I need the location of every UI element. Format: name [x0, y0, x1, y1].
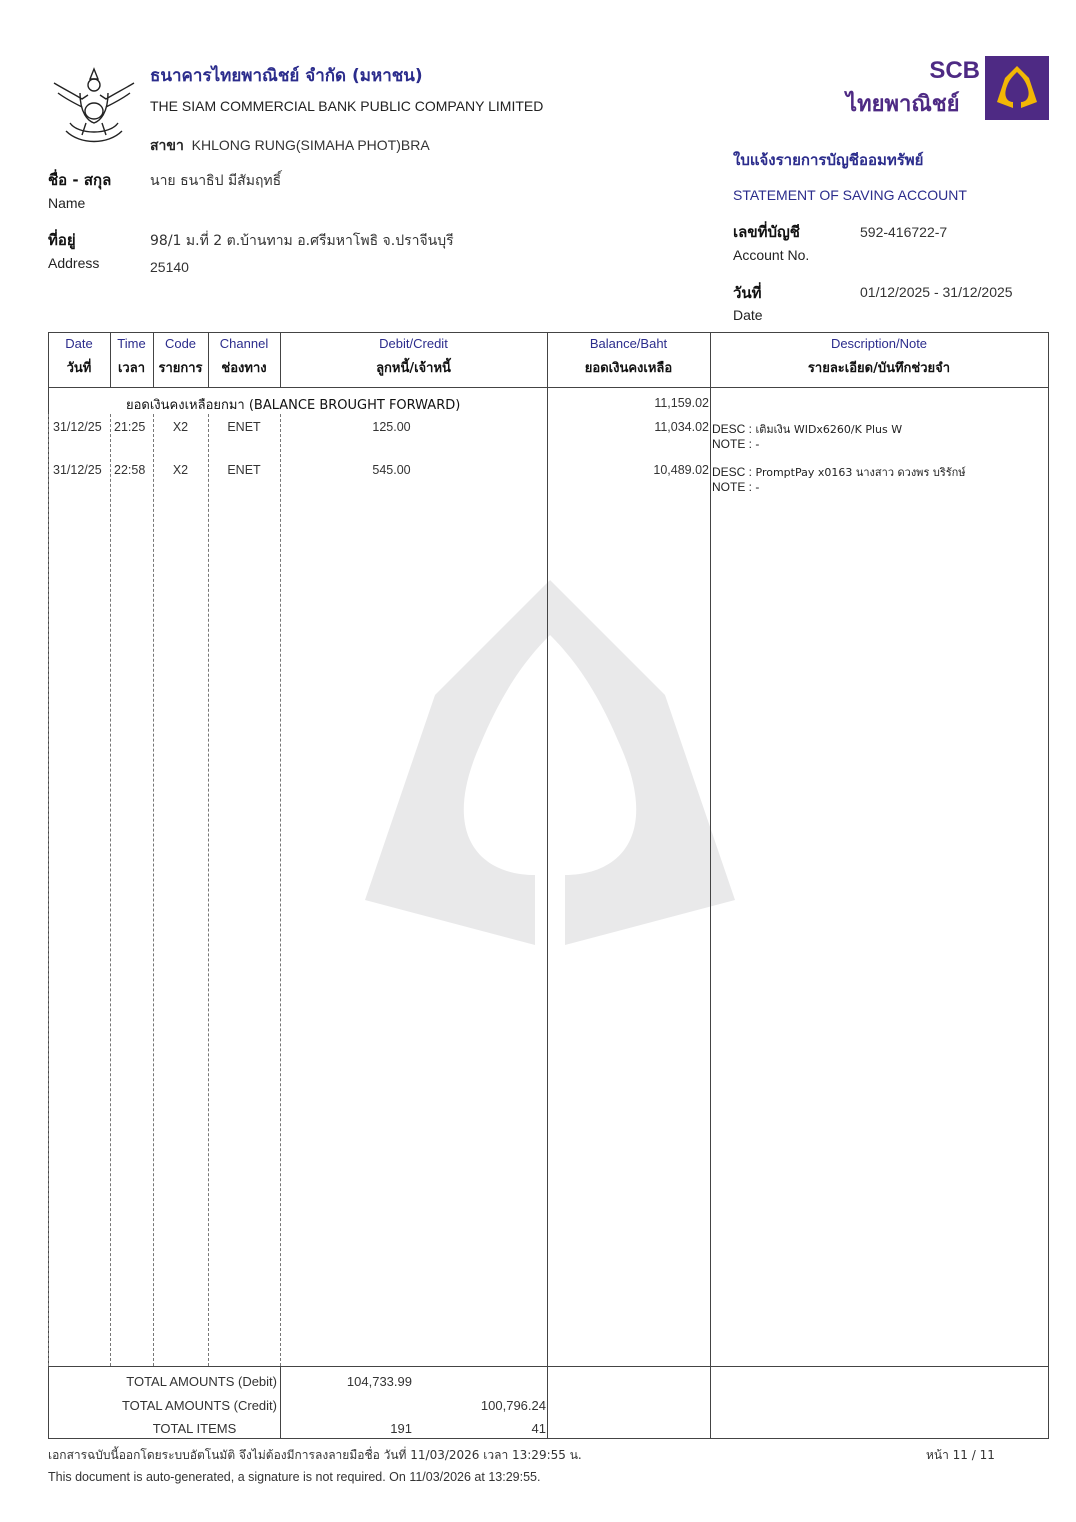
- scb-watermark: [360, 575, 740, 955]
- statement-title-english: STATEMENT OF SAVING ACCOUNT: [733, 187, 967, 203]
- header-balance: [547, 336, 710, 378]
- col-sep-dashed: [280, 414, 281, 1366]
- header-time-th: เวลา: [117, 361, 145, 376]
- row-balance: 10,489.02: [653, 463, 709, 477]
- col-sep: [280, 1366, 281, 1439]
- desc-value: PromptPay x0163 นางสาว ดวงพร บริรักษ์: [755, 466, 966, 479]
- header-channel-en: Channel: [219, 336, 269, 351]
- col-sep-dashed: [48, 414, 49, 1366]
- account-label-english: Account No.: [733, 247, 810, 263]
- table-right-border: [1048, 332, 1049, 1439]
- date-label-thai: วันที่: [733, 284, 762, 302]
- col-sep-dashed: [208, 414, 209, 1366]
- total-items-debit: 191: [390, 1421, 412, 1436]
- date-label-english: Date: [733, 307, 763, 323]
- header-date-th: วันที่: [66, 361, 92, 376]
- row-amount: 545.00: [372, 463, 411, 477]
- statement-title-thai: ใบแจ้งรายการบัญชีออมทรัพย์: [733, 151, 924, 169]
- account-label-thai: เลขที่บัญชี: [733, 223, 800, 241]
- col-sep-dashed: [110, 414, 111, 1366]
- desc-label: DESC :: [712, 422, 753, 436]
- address-label-thai: ที่อยู่: [48, 231, 76, 249]
- row-date: 31/12/25: [53, 463, 102, 477]
- col-sep-dashed: [153, 414, 154, 1366]
- header-code-th: รายการ: [158, 361, 203, 376]
- total-credit-value: 100,796.24: [480, 1398, 546, 1413]
- bank-name-thai: ธนาคารไทยพาณิชย์ จำกัด (มหาชน): [150, 66, 423, 86]
- row-code: X2: [172, 420, 189, 434]
- header-date-en: Date: [65, 336, 93, 351]
- row-channel: ENET: [227, 420, 261, 434]
- total-debit-value: 104,733.99: [346, 1374, 412, 1389]
- row-description: [712, 420, 902, 438]
- branch-label: สาขา: [150, 138, 184, 154]
- scb-logo-text: [900, 58, 980, 84]
- header-debit-credit-en: Debit/Credit: [379, 336, 448, 351]
- header-channel-th: ช่องทาง: [221, 361, 267, 376]
- row-channel: ENET: [227, 463, 261, 477]
- account-number: 592-416722-7: [860, 224, 948, 240]
- row-time: 21:25: [114, 420, 146, 434]
- table-header-border: [48, 387, 1049, 388]
- garuda-emblem: [50, 65, 138, 147]
- table-row: [48, 463, 1048, 499]
- brought-forward-label: ยอดเงินคงเหลือยกมา (BALANCE BROUGHT FORWARD): [126, 398, 461, 413]
- header-date: [48, 336, 110, 378]
- desc-label: DESC :: [712, 465, 753, 479]
- total-credit-label: TOTAL AMOUNTS (Credit): [121, 1398, 277, 1413]
- row-balance: 11,034.02: [654, 420, 709, 434]
- table-top-border: [48, 332, 1049, 333]
- scb-logo-en: SCB: [929, 57, 980, 84]
- table-row: [48, 420, 1048, 456]
- name-label-thai: ชื่อ - สกุล: [48, 171, 112, 189]
- header-debit-credit-th: ลูกหนี้/เจ้าหนี้: [376, 361, 451, 376]
- header-code-en: Code: [164, 336, 197, 351]
- table-totals-border: [48, 1366, 1049, 1367]
- branch-row: [150, 135, 430, 157]
- header-description: [710, 336, 1048, 378]
- header-channel: [208, 336, 280, 378]
- footer-note-thai: เอกสารฉบับนี้ออกโดยระบบอัตโนมัติ จึงไม่ต้องมีการลงลายมือชื่อ วันที่ 11/03/2026 เวลา 13:29:55 น.: [48, 1448, 582, 1462]
- header-balance-en: Balance/Baht: [589, 336, 668, 351]
- header-description-en: Description/Note: [830, 336, 928, 351]
- header-debit-credit: [280, 336, 547, 378]
- customer-name: นาย ธนาธิป มีสัมฤทธิ์: [150, 173, 282, 189]
- desc-value: เติมเงิน WIDx6260/K Plus W: [755, 423, 903, 436]
- branch-value: KHLONG RUNG(SIMAHA PHOT)BRA: [191, 137, 430, 153]
- page-number: หน้า 11 / 11: [926, 1448, 995, 1462]
- row-note: NOTE : -: [712, 437, 760, 451]
- header-balance-th: ยอดเงินคงเหลือ: [584, 361, 673, 376]
- header-description-th: รายละเอียด/บันทึกช่วยจำ: [807, 361, 951, 376]
- row-note: NOTE : -: [712, 480, 760, 494]
- row-code: X2: [172, 463, 189, 477]
- scb-logo-icon: [985, 56, 1049, 120]
- row-amount: 125.00: [372, 420, 411, 434]
- bank-name-english: THE SIAM COMMERCIAL BANK PUBLIC COMPANY LIMITED: [150, 98, 544, 114]
- row-time: 22:58: [114, 463, 146, 477]
- address-line-1: 98/1 ม.ที่ 2 ต.บ้านทาม อ.ศรีมหาโพธิ จ.ปราจีนบุรี: [150, 233, 454, 249]
- total-items-credit: 41: [531, 1421, 546, 1436]
- scb-logo-thai: ไทยพาณิชย์: [846, 92, 960, 117]
- footer-note-english: This document is auto-generated, a signature is not required. On 11/03/2026 at 13:29:55.: [48, 1470, 541, 1484]
- address-label-english: Address: [48, 255, 100, 271]
- total-items-label: TOTAL ITEMS: [152, 1421, 237, 1436]
- address-line-2: 25140: [150, 259, 189, 275]
- row-date: 31/12/25: [53, 420, 102, 434]
- header-time: [110, 336, 153, 378]
- name-label-english: Name: [48, 195, 86, 211]
- header-time-en: Time: [117, 336, 146, 351]
- statement-date-range: 01/12/2025 - 31/12/2025: [860, 284, 1013, 300]
- brought-forward-balance: 11,159.02: [654, 396, 709, 410]
- table-bottom-border: [48, 1438, 1049, 1439]
- header-code: [153, 336, 208, 378]
- row-description: [712, 463, 966, 481]
- total-debit-label: TOTAL AMOUNTS (Debit): [126, 1374, 277, 1389]
